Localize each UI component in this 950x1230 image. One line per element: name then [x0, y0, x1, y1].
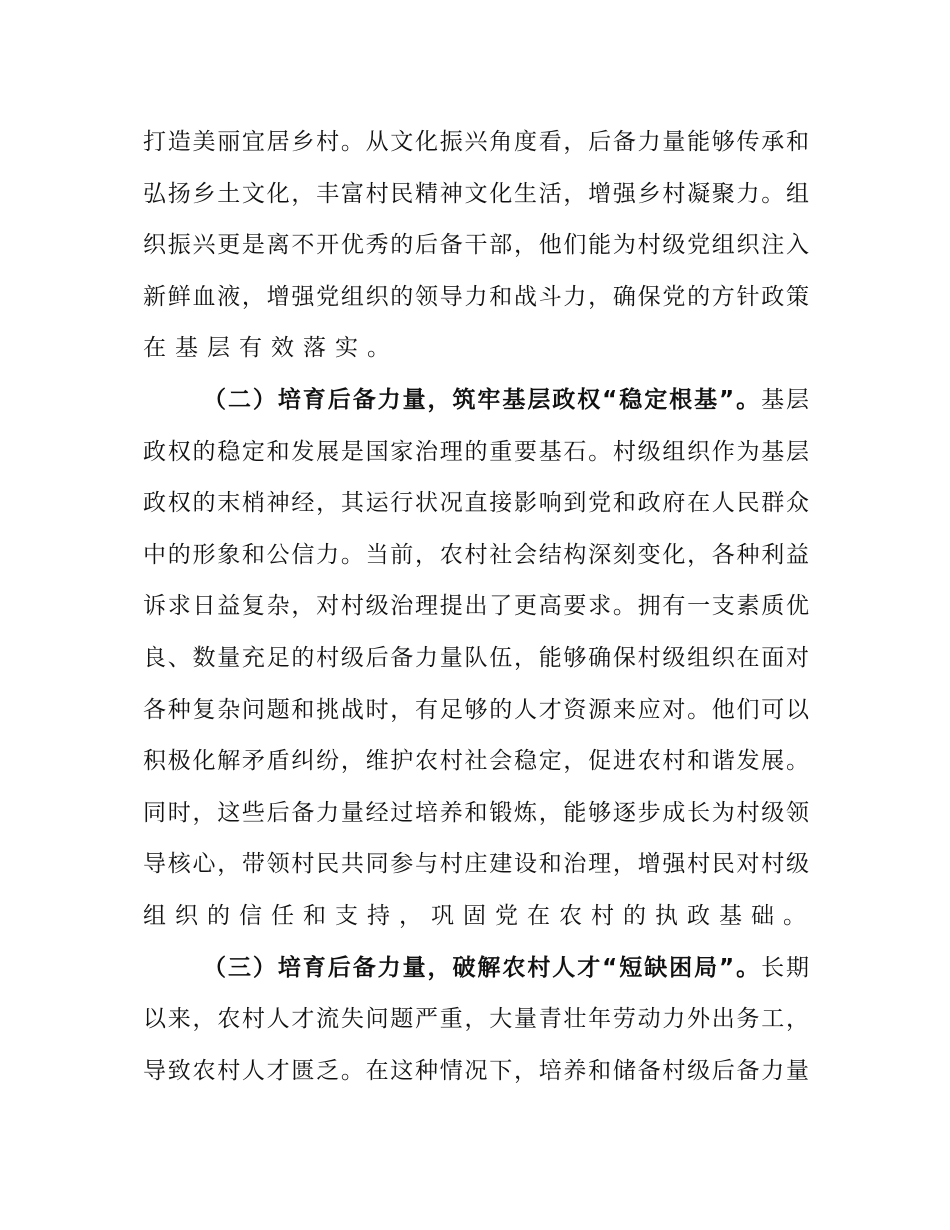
- text-line: 在基层有效落实。: [143, 335, 399, 362]
- section-heading: （二）培育后备力量，筑牢基层政权“稳定根基”。: [203, 386, 762, 413]
- text-line: 打造美丽宜居乡村。从文化振兴角度看，后备力量能够传承和: [143, 129, 809, 155]
- section-heading: （三）培育后备力量，破解农村人才“短缺困局”。: [203, 954, 762, 981]
- text-line: 以来，农村人才流失问题严重，大量青壮年劳动力外出务工，: [143, 1006, 809, 1033]
- text-line: 新鲜血液，增强党组织的领导力和战斗力，确保党的方针政策: [143, 283, 809, 310]
- text-line: 积极化解矛盾纠纷，维护农村社会稳定，促进农村和谐发展。: [143, 748, 809, 775]
- text-run: 长期: [761, 954, 810, 981]
- section-heading-line: [143, 375, 809, 427]
- document-page: [143, 117, 815, 1097]
- text-line: 导核心，带领村民共同参与村庄建设和治理，增强村民对村级: [143, 851, 809, 878]
- paragraph-3: [143, 943, 809, 1098]
- text-line: 弘扬乡土文化，丰富村民精神文化生活，增强乡村凝聚力。组: [143, 180, 809, 207]
- text-run: 基层: [761, 386, 810, 413]
- text-line: 诉求日益复杂，对村级治理提出了更高要求。拥有一支素质优: [143, 593, 809, 620]
- text-line: 政权的末梢神经，其运行状况直接影响到党和政府在人民群众: [143, 490, 809, 517]
- text-line: 政权的稳定和发展是国家治理的重要基石。村级组织作为基层: [143, 438, 809, 465]
- text-line: 同时，这些后备力量经过培养和锻炼，能够逐步成长为村级领: [143, 799, 809, 826]
- text-line: 导致农村人才匮乏。在这种情况下，培养和储备村级后备力量: [143, 1057, 809, 1084]
- text-line: 组织的信任和支持，巩固党在农村的执政基础。: [143, 902, 815, 929]
- text-line: 各种复杂问题和挑战时，有足够的人才资源来应对。他们可以: [143, 696, 809, 723]
- section-heading-line: [143, 943, 809, 995]
- text-line: 中的形象和公信力。当前，农村社会结构深刻变化，各种利益: [143, 541, 809, 568]
- paragraph-2: [143, 375, 815, 943]
- text-line: 良、数量充足的村级后备力量队伍，能够确保村级组织在面对: [143, 644, 809, 671]
- paragraph-1: [143, 117, 809, 375]
- text-line: 织振兴更是离不开优秀的后备干部，他们能为村级党组织注入: [143, 232, 809, 259]
